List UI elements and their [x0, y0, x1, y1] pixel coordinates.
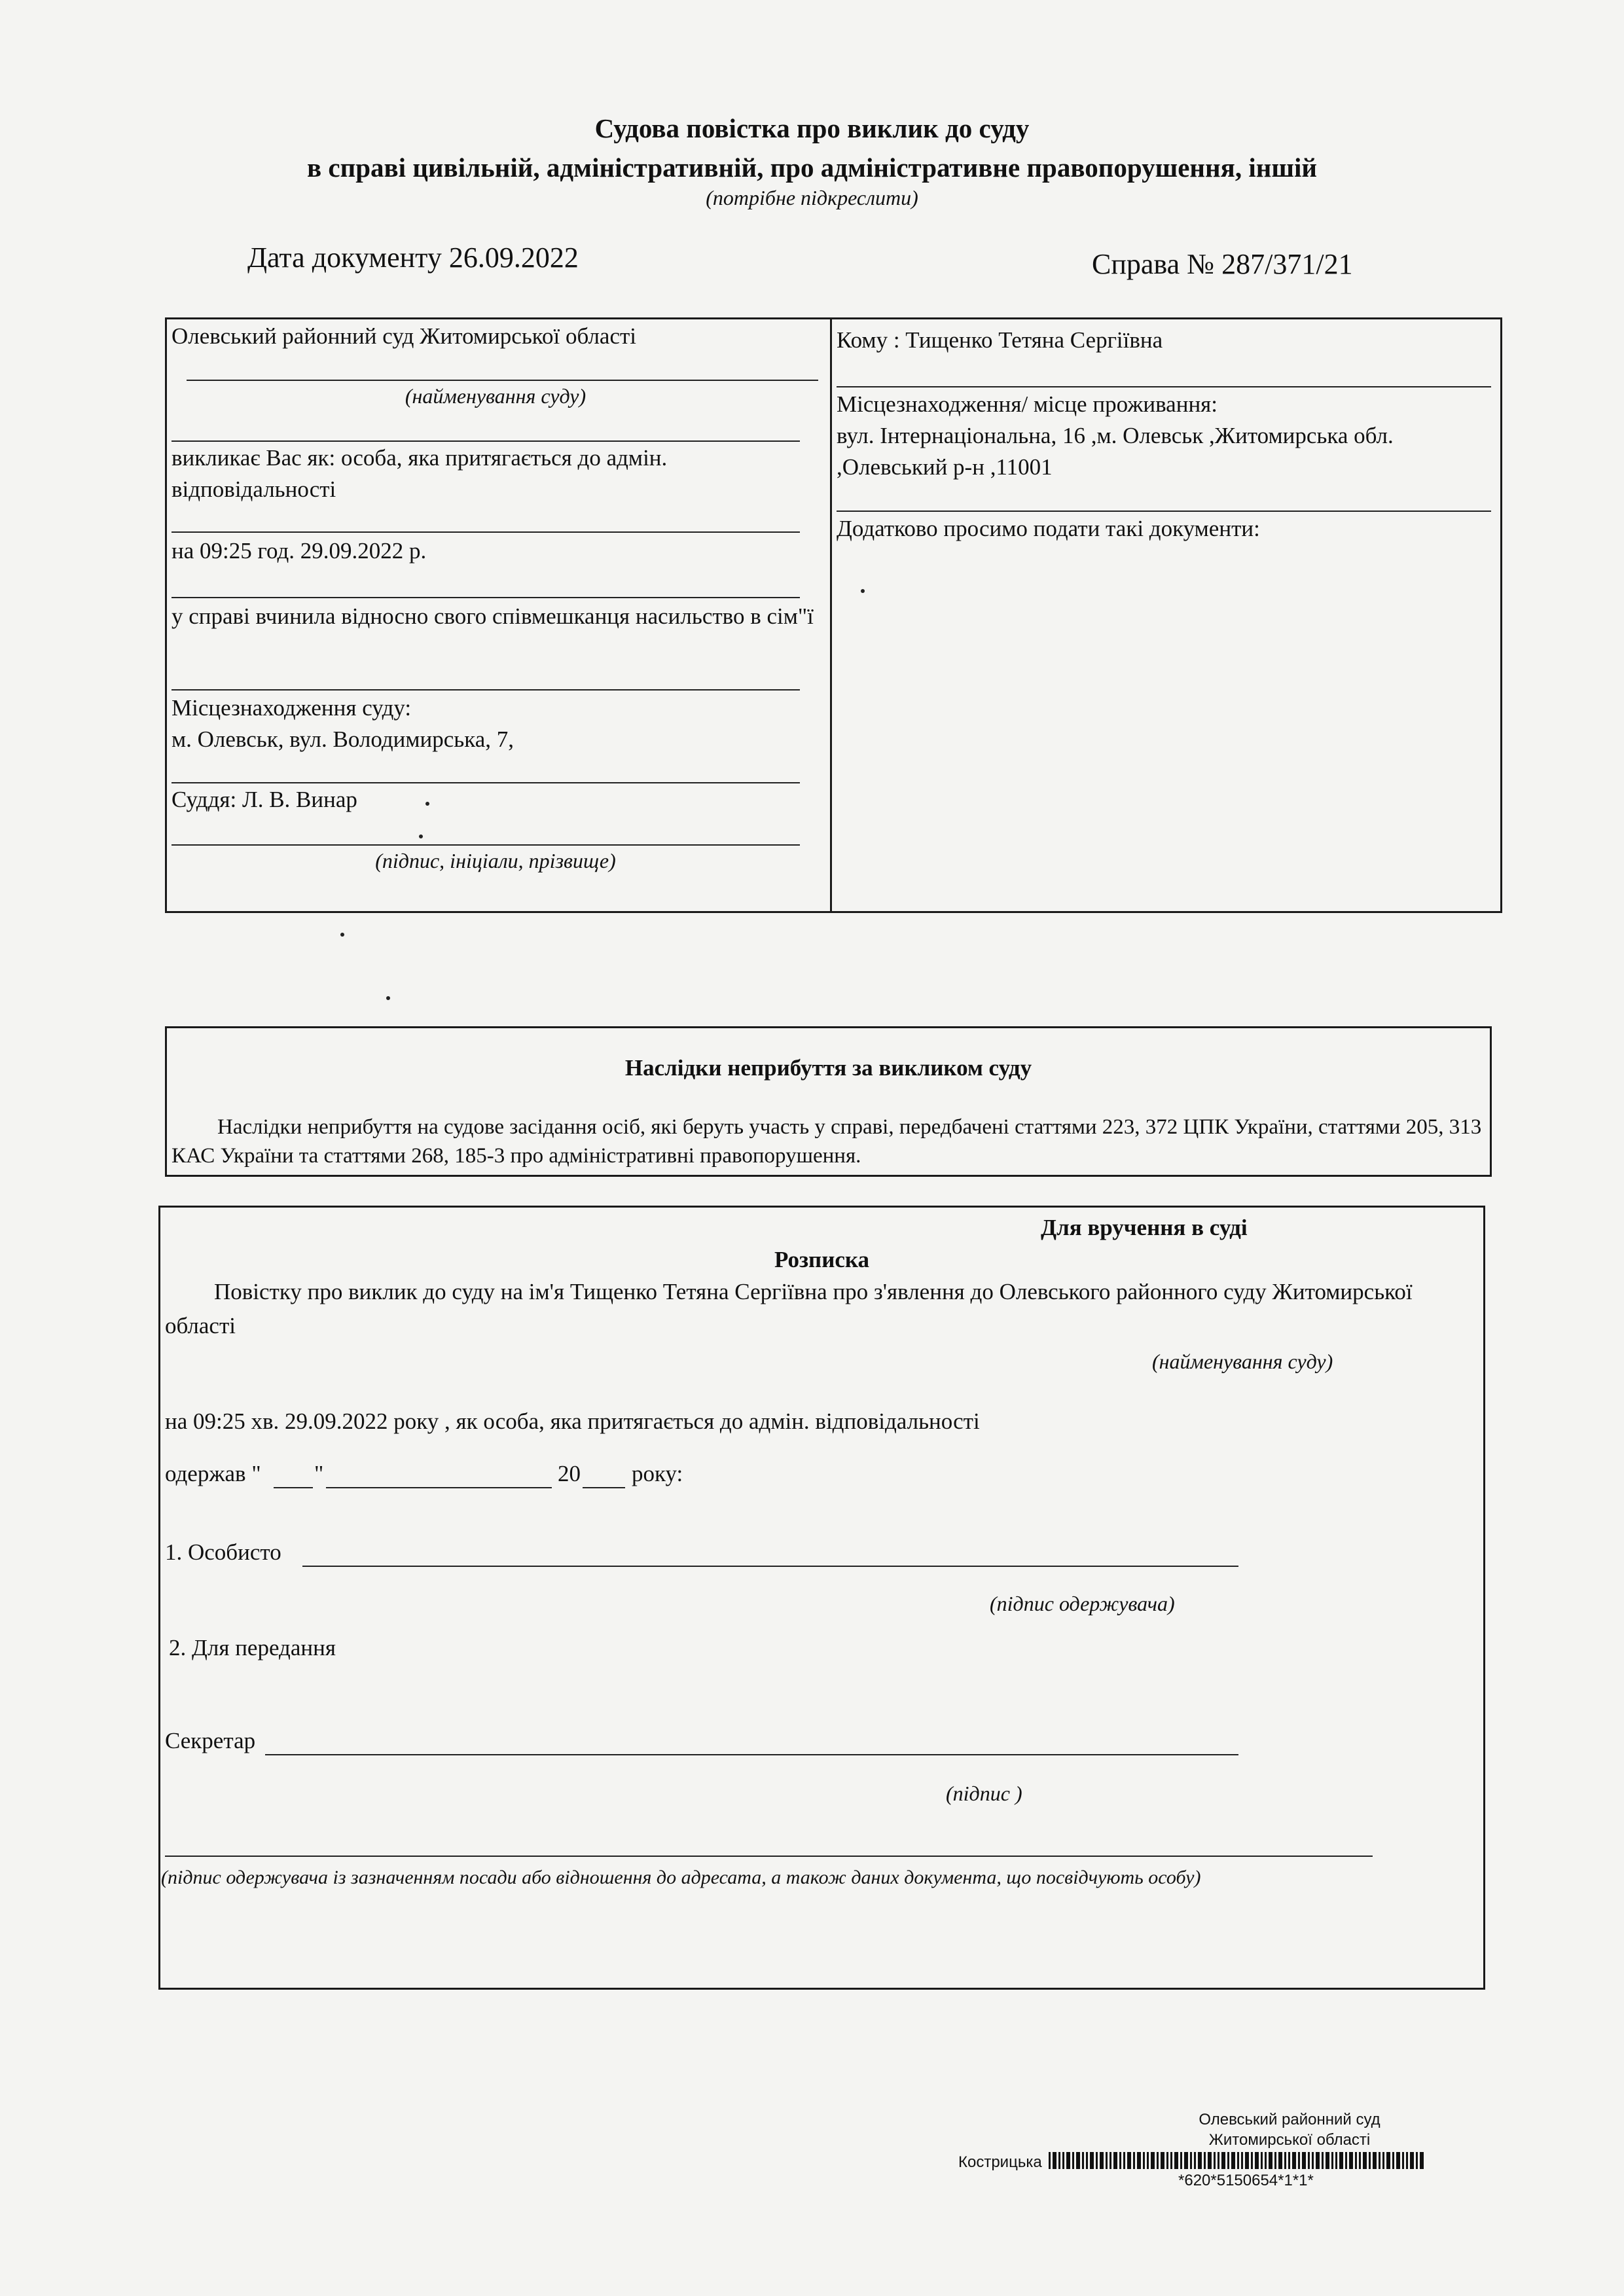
signature-note: (підпис ) — [946, 1782, 1022, 1805]
document-date — [247, 241, 579, 274]
rule — [171, 782, 800, 783]
rule — [171, 531, 800, 533]
date-value: 26.09.2022 — [448, 242, 579, 274]
document-title-line2: в справі цивільній, адміністративній, про адміністративне правопорушення, іншій — [307, 152, 1317, 183]
document-title-line1: Судова повістка про виклик до суду — [594, 113, 1030, 143]
rule — [171, 844, 800, 846]
court-name: Олевський районний суд Житомирської області — [171, 323, 636, 349]
recipient-details-blank — [165, 1856, 1373, 1857]
rule — [171, 440, 800, 442]
received-prefix: одержав " — [165, 1461, 261, 1486]
for-transfer-label: 2. Для передання — [169, 1635, 336, 1660]
judge-name: Суддя: Л. В. Винар — [171, 787, 357, 812]
table-divider — [830, 317, 832, 913]
scan-speck — [861, 589, 865, 593]
case-value: 287/371/21 — [1221, 248, 1353, 280]
recipient-sign-note: (підпис одержувача) — [990, 1592, 1175, 1615]
judge-note: (підпис, ініціали, прізвище) — [375, 849, 616, 872]
consequences-title: Наслідки неприбуття за викликом суду — [624, 1055, 1032, 1081]
summons-role: викликає Вас як: особа, яка притягається до адмін. відповідальності — [171, 445, 668, 502]
recipient-name: Кому : Тищенко Тетяна Сергіївна — [837, 327, 1163, 353]
secretary-label: Секретар — [165, 1728, 256, 1753]
scan-speck — [419, 834, 423, 838]
case-subject: у справі вчинила відносно свого співмешканця насильство в сім"ї — [171, 603, 814, 629]
for-court-label: Для вручення в суді — [1041, 1215, 1248, 1240]
received-date-line — [165, 1461, 261, 1487]
extra-documents: Додатково просимо подати такі документи: — [837, 516, 1260, 541]
recipient-details-note: (підпис одержувача із зазначенням посади або відношення до адресата, а також даних документа, що посвідчують особу) — [161, 1867, 1201, 1888]
date-label: Дата документу — [247, 242, 442, 274]
court-location-label: Місцезнаходження суду: — [171, 695, 412, 721]
secretary-blank — [265, 1754, 1238, 1755]
case-number — [1092, 247, 1353, 281]
recipient-location-label: Місцезнаходження/ місце проживання: — [837, 391, 1218, 417]
rule — [171, 689, 800, 691]
personally-label: 1. Особисто — [165, 1539, 281, 1565]
received-year: 20 — [558, 1461, 581, 1486]
receipt-title: Розписка — [774, 1247, 870, 1272]
scan-speck — [425, 802, 429, 806]
scan-speck — [386, 996, 390, 1000]
stamp-court-line1: Олевський районний суд — [1199, 2111, 1380, 2128]
court-name-note: (найменування суду) — [405, 384, 586, 408]
consequences-text: Наслідки неприбуття на судове засідання осіб, які беруть участь у справі, передбачені статтями 223, 372 ЦПК України, статтями 205, 313 КАС України та статтями 268, 185-3 про адміністративні правопорушення. — [171, 1115, 1482, 1168]
stamp-court-line2: Житомирської області — [1208, 2131, 1371, 2149]
rule — [171, 597, 800, 598]
title-note: (потрібне підкреслити) — [706, 186, 918, 209]
month-blank — [326, 1487, 552, 1488]
clerk-name: Кострицька — [958, 2153, 1042, 2171]
year-blank — [583, 1487, 625, 1488]
scan-speck — [340, 933, 344, 937]
rule — [187, 380, 818, 381]
received-quote: " — [314, 1461, 324, 1486]
case-label: Справа № — [1092, 248, 1215, 280]
rule — [837, 511, 1491, 512]
barcode-text: *620*5150654*1*1* — [1178, 2172, 1314, 2189]
received-suffix: року: — [632, 1461, 683, 1486]
receipt-court-note: (найменування суду) — [1152, 1350, 1333, 1373]
day-blank — [274, 1487, 313, 1488]
receipt-line2: на 09:25 хв. 29.09.2022 року , як особа, яка притягається до адмін. відповідальності — [165, 1408, 980, 1434]
rule — [837, 386, 1491, 387]
court-location-value: м. Олевськ, вул. Володимирська, 7, — [171, 726, 514, 752]
receipt-line1: Повістку про виклик до суду на ім'я Тищенко Тетяна Сергіївна про з'явлення до Олевського районного суду Житомирської області — [165, 1279, 1413, 1338]
signature-blank — [302, 1566, 1238, 1567]
hearing-time: на 09:25 год. 29.09.2022 р. — [171, 538, 427, 564]
recipient-location-value: вул. Інтернаціональна, 16 ,м. Олевськ ,Житомирська обл. ,Олевський р-н ,11001 — [837, 423, 1394, 480]
barcode — [1049, 2152, 1426, 2169]
